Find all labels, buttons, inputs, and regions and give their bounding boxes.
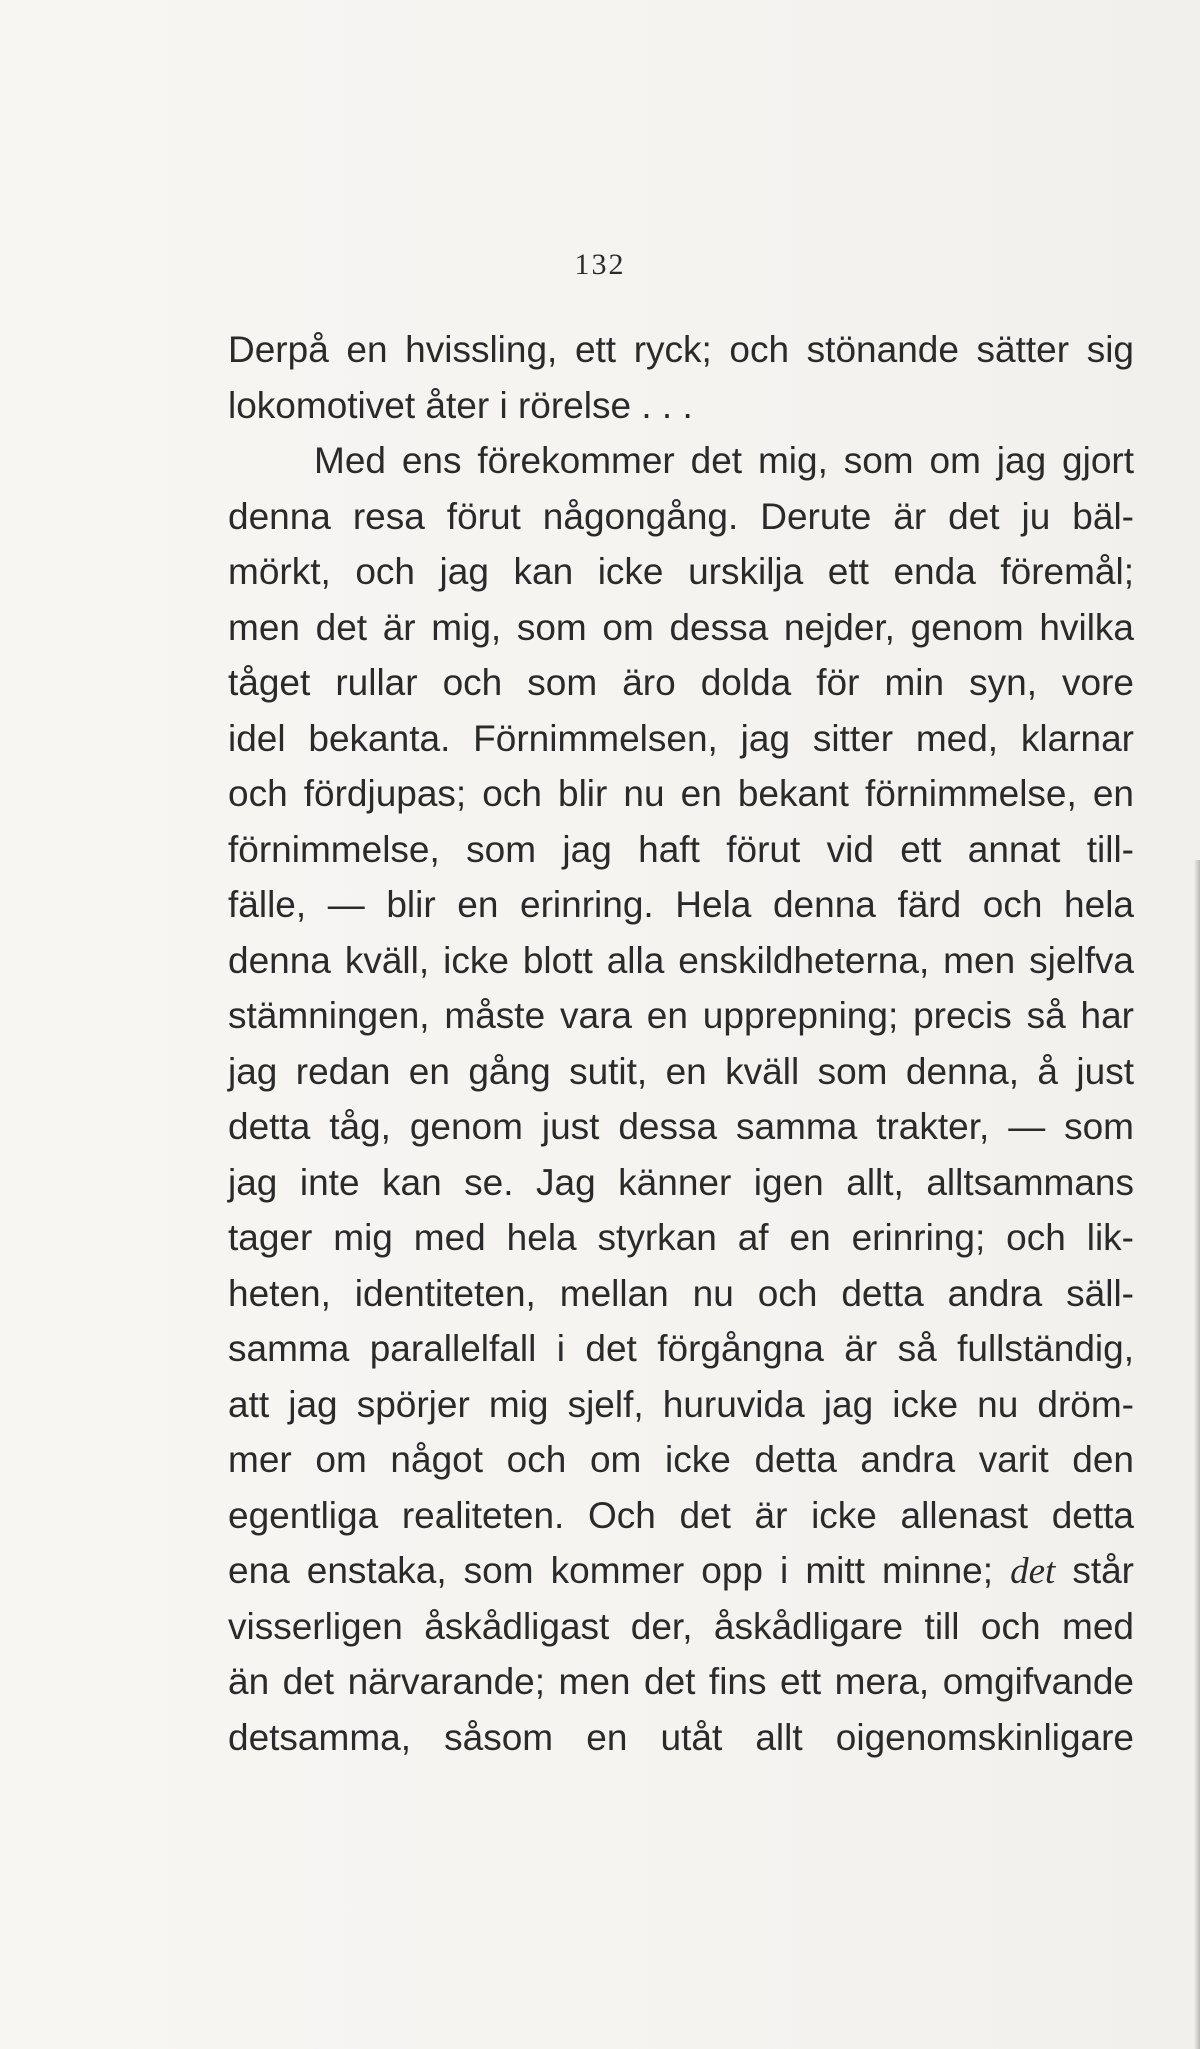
text-line: tåget rullar och som äro dolda för min syn, vore: [228, 662, 1134, 703]
page-edge-shadow: [1194, 860, 1200, 2049]
text-line: fälle, — blir en erinring. Hela denna färd och hela: [228, 884, 1134, 925]
text-line: att jag spörjer mig sjelf, huruvida jag icke nu dröm-: [228, 1383, 1134, 1425]
text-line: tager mig med hela styrkan af en erinring; och lik-: [228, 1217, 1134, 1258]
text-segment: ena enstaka, som kommer opp i mitt minne;: [228, 1550, 994, 1591]
text-line: förnimmelse, som jag haft förut vid ett annat till-: [228, 828, 1134, 870]
text-line: egentliga realiteten. Och det är icke allenast detta: [228, 1494, 1134, 1536]
text-line-with-italic: [228, 1543, 1134, 1599]
text-line: visserligen åskådligast der, åskådligare till och med: [228, 1605, 1134, 1647]
text-line: men det är mig, som om dessa nejder, genom hvilka: [228, 606, 1134, 648]
text-line: samma parallelfall i det förgångna är så fullständig,: [228, 1328, 1134, 1369]
italic-word: det: [1010, 1551, 1056, 1592]
text-line: och fördjupas; och blir nu en bekant förnimmelse, en: [228, 773, 1134, 814]
text-line: detsamma, såsom en utåt allt oigenomskinligare: [228, 1716, 1134, 1758]
page-number: 132: [574, 248, 626, 281]
text-line: denna kväll, icke blott alla enskildheterna, men sjelfva: [228, 939, 1134, 981]
text-line: Med ens förekommer det mig, som om jag gjort: [314, 440, 1134, 481]
text-line: stämningen, måste vara en upprepning; precis så har: [228, 995, 1134, 1036]
text-line: mörkt, och jag kan icke urskilja ett enda föremål;: [228, 551, 1134, 592]
text-line: heten, identiteten, mellan nu och detta andra säll-: [228, 1272, 1134, 1314]
text-line: detta tåg, genom just dessa samma trakter, — som: [228, 1106, 1134, 1147]
text-line: än det närvarande; men det fins ett mera, omgifvande: [228, 1661, 1134, 1702]
text-line: idel bekanta. Förnimmelsen, jag sitter med, klarnar: [228, 717, 1134, 759]
text-line: jag redan en gång sutit, en kväll som denna, å just: [228, 1050, 1134, 1092]
text-line: Derpå en hvissling, ett ryck; och stönande sätter sig: [228, 329, 1134, 370]
text-line: denna resa förut någongång. Derute är det ju bäl-: [228, 495, 1134, 537]
text-segment: står: [1072, 1550, 1134, 1591]
text-line: lokomotivet åter i rörelse . . .: [228, 384, 693, 426]
text-line: jag inte kan se. Jag känner igen allt, alltsammans: [228, 1161, 1134, 1203]
body-text: [228, 322, 1134, 1765]
text-line: mer om något och om icke detta andra varit den: [228, 1439, 1134, 1480]
